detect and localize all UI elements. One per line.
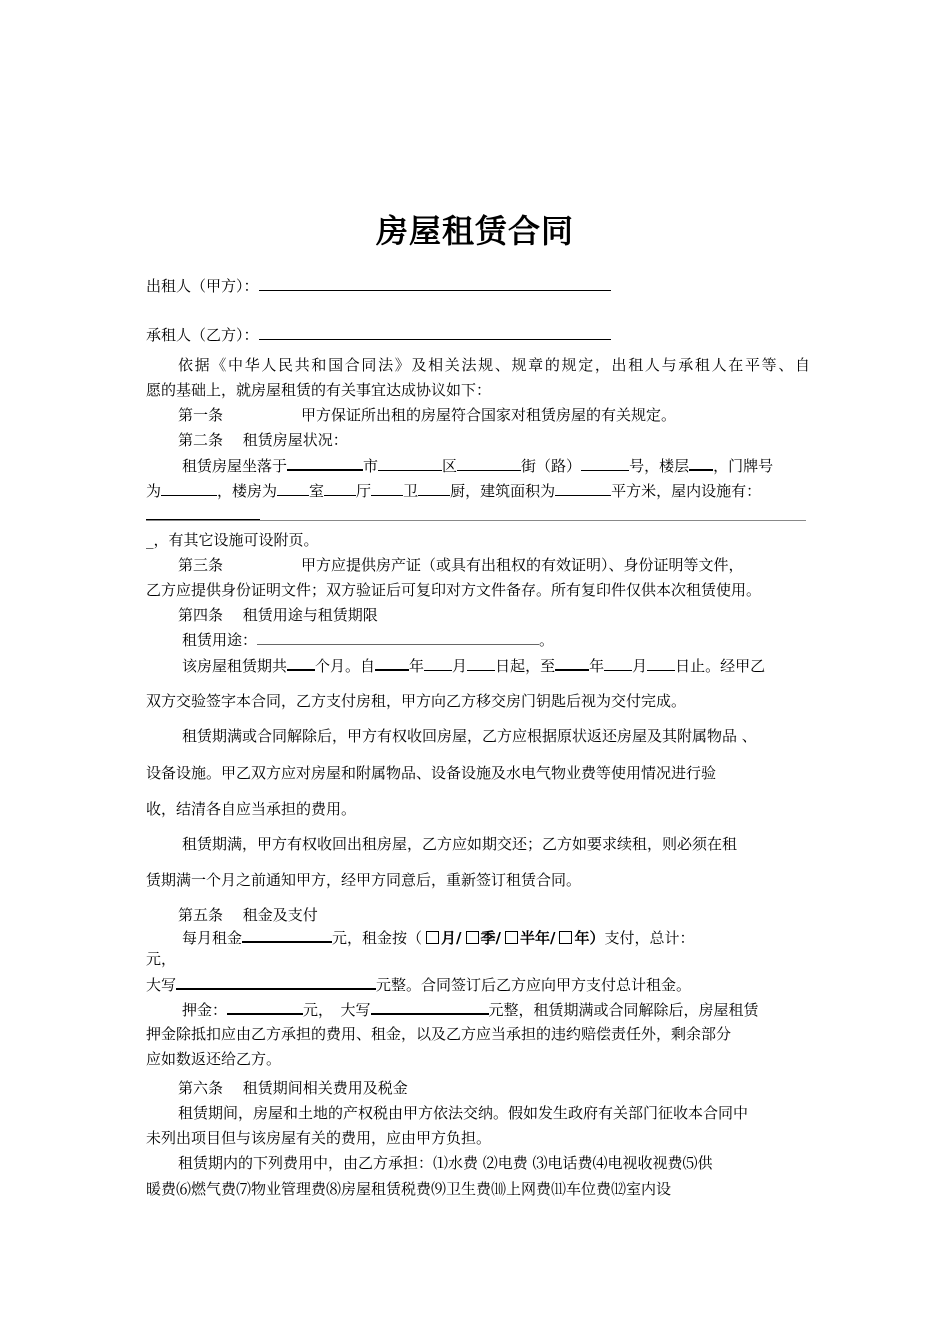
- lessee-line: [146, 324, 810, 346]
- term-line-2: 双方交验签字本合同，乙方支付房租，甲方向乙方移交房门钥匙后视为交付完成。: [146, 692, 687, 710]
- article-3-title: 第三条: [178, 556, 224, 574]
- end-month-blank[interactable]: [604, 655, 632, 671]
- halls-blank[interactable]: [324, 480, 356, 496]
- fees-line-2: 暖费⑹燃气费⑺物业管理费⑻房屋租赁税费⑼卫生费⑽上网费⑾车位费⑿室内设: [146, 1180, 672, 1198]
- intro-line-1: 依据《中华人民共和国合同法》及相关法规、规章的规定，出租人与承租人在平等、自: [178, 356, 810, 374]
- article-2-title: 第二条 租赁房屋状况：: [178, 431, 348, 449]
- tax-line-2: 未列出项目但与该房屋有关的费用，应由甲方负担。: [146, 1129, 492, 1147]
- article-1-text: 甲方保证所出租的房屋符合国家对租赁房屋的有关规定。: [301, 406, 677, 424]
- kitchens-blank[interactable]: [418, 480, 450, 496]
- district-blank[interactable]: [378, 455, 442, 471]
- expire-line-2: 设备设施。甲乙双方应对房屋和附属物品、设备设施及水电气物业费等使用情况进行验: [146, 764, 717, 782]
- lessee-label: 承租人（乙方）：: [146, 326, 259, 344]
- door-number-blank[interactable]: [161, 480, 217, 496]
- rent-words-blank[interactable]: [176, 973, 376, 990]
- article-4-title: 第四条 租赁用途与租赁期限: [178, 606, 378, 624]
- renew-line-2: 赁期满一个月之前通知甲方，经甲方同意后，重新签订租赁合同。: [146, 871, 582, 889]
- rent-line: 每月租金 元，租金按（ 月/ 季/ 半年/ 年）支付，总计：: [182, 926, 846, 949]
- checkbox-month[interactable]: [426, 931, 439, 944]
- deposit-blank[interactable]: [227, 998, 303, 1015]
- floor-blank[interactable]: [689, 454, 713, 471]
- rooms-blank[interactable]: [277, 480, 309, 496]
- monthly-rent-blank[interactable]: [242, 926, 332, 943]
- start-year-blank[interactable]: [375, 654, 409, 671]
- deposit-words-blank[interactable]: [371, 998, 489, 1015]
- term-line: 该房屋租赁期共 个月。自 年 月 日起，至 年 月 日止。经甲乙: [182, 654, 846, 677]
- renew-line-1: 租赁期满，甲方有权收回出租房屋，乙方应如期交还；乙方如要求续租，则必须在租: [182, 835, 738, 853]
- checkbox-year[interactable]: [559, 931, 572, 944]
- lessee-blank[interactable]: [259, 324, 611, 340]
- expire-line-1: 租赁期满或合同解除后，甲方有权收回房屋，乙方应根据原状返还房屋及其附属物品 、: [182, 727, 757, 745]
- checkbox-half-year[interactable]: [505, 931, 518, 944]
- fees-line-1: 租赁期内的下列费用中，由乙方承担：⑴水费 ⑵电费 ⑶电话费⑷电视收视费⑸供: [178, 1154, 713, 1172]
- article-1: [178, 404, 842, 426]
- start-month-blank[interactable]: [424, 655, 452, 671]
- term-months-blank[interactable]: [287, 654, 315, 671]
- article-1-title: 第一条: [178, 406, 224, 424]
- purpose-blank[interactable]: [257, 629, 539, 645]
- rent-unit: 元，: [146, 950, 177, 968]
- room-line: 为 ，楼房为 室 厅 卫 厨，建筑面积为 平方米，屋内设施有：: [146, 482, 762, 500]
- article-3-text: 甲方应提供房产证（或具有出租权的有效证明）、身份证明等文件，: [301, 556, 744, 574]
- facilities-blank-start: [146, 519, 260, 520]
- article-3-line-2: 乙方应提供身份证明文件；双方验证后可复印对方文件备存。所有复印件仅供本次租赁使用。: [146, 581, 762, 599]
- baths-blank[interactable]: [371, 480, 403, 496]
- facilities-blank[interactable]: [146, 520, 806, 521]
- street-blank[interactable]: [457, 455, 521, 471]
- checkbox-quarter[interactable]: [466, 931, 479, 944]
- location-line: 租赁房屋坐落于 市 区 街（路） 号，楼层 ，门牌号: [182, 454, 846, 477]
- article-6-title: 第六条 租赁期间相关费用及税金: [178, 1079, 408, 1097]
- lessor-blank[interactable]: [259, 275, 611, 291]
- deposit-line: 押金： 元， 大写 元整，租赁期满或合同解除后，房屋租赁: [182, 998, 846, 1021]
- city-blank[interactable]: [287, 454, 363, 471]
- deposit-line-2: 押金除抵扣应由乙方承担的费用、租金，以及乙方应当承担的违约赔偿责任外，剩余部分: [146, 1025, 732, 1043]
- article-3: [178, 554, 842, 576]
- facilities-end: _，有其它设施可设附页。: [146, 531, 319, 549]
- expire-line-3: 收，结清各自应当承担的费用。: [146, 800, 357, 818]
- lessor-label: 出租人（甲方）：: [146, 277, 259, 295]
- area-blank[interactable]: [555, 480, 611, 496]
- rent-words-line: 大写 元整。合同签订后乙方应向甲方支付总计租金。: [146, 973, 810, 996]
- article-5-title: 第五条 租金及支付: [178, 906, 318, 924]
- deposit-line-3: 应如数返还给乙方。: [146, 1050, 282, 1068]
- end-year-blank[interactable]: [555, 654, 589, 671]
- lessor-line: [146, 275, 810, 297]
- tax-line-1: 租赁期间，房屋和土地的产权税由甲方依法交纳。假如发生政府有关部门征收本合同中: [178, 1104, 749, 1122]
- purpose-line: 租赁用途： 。: [182, 631, 555, 649]
- start-day-blank[interactable]: [467, 655, 495, 671]
- document-title: 房屋租赁合同: [375, 212, 574, 250]
- number-blank[interactable]: [581, 455, 629, 471]
- intro-line-2: 愿的基础上，就房屋租赁的有关事宜达成协议如下：: [146, 381, 492, 399]
- end-day-blank[interactable]: [647, 655, 675, 671]
